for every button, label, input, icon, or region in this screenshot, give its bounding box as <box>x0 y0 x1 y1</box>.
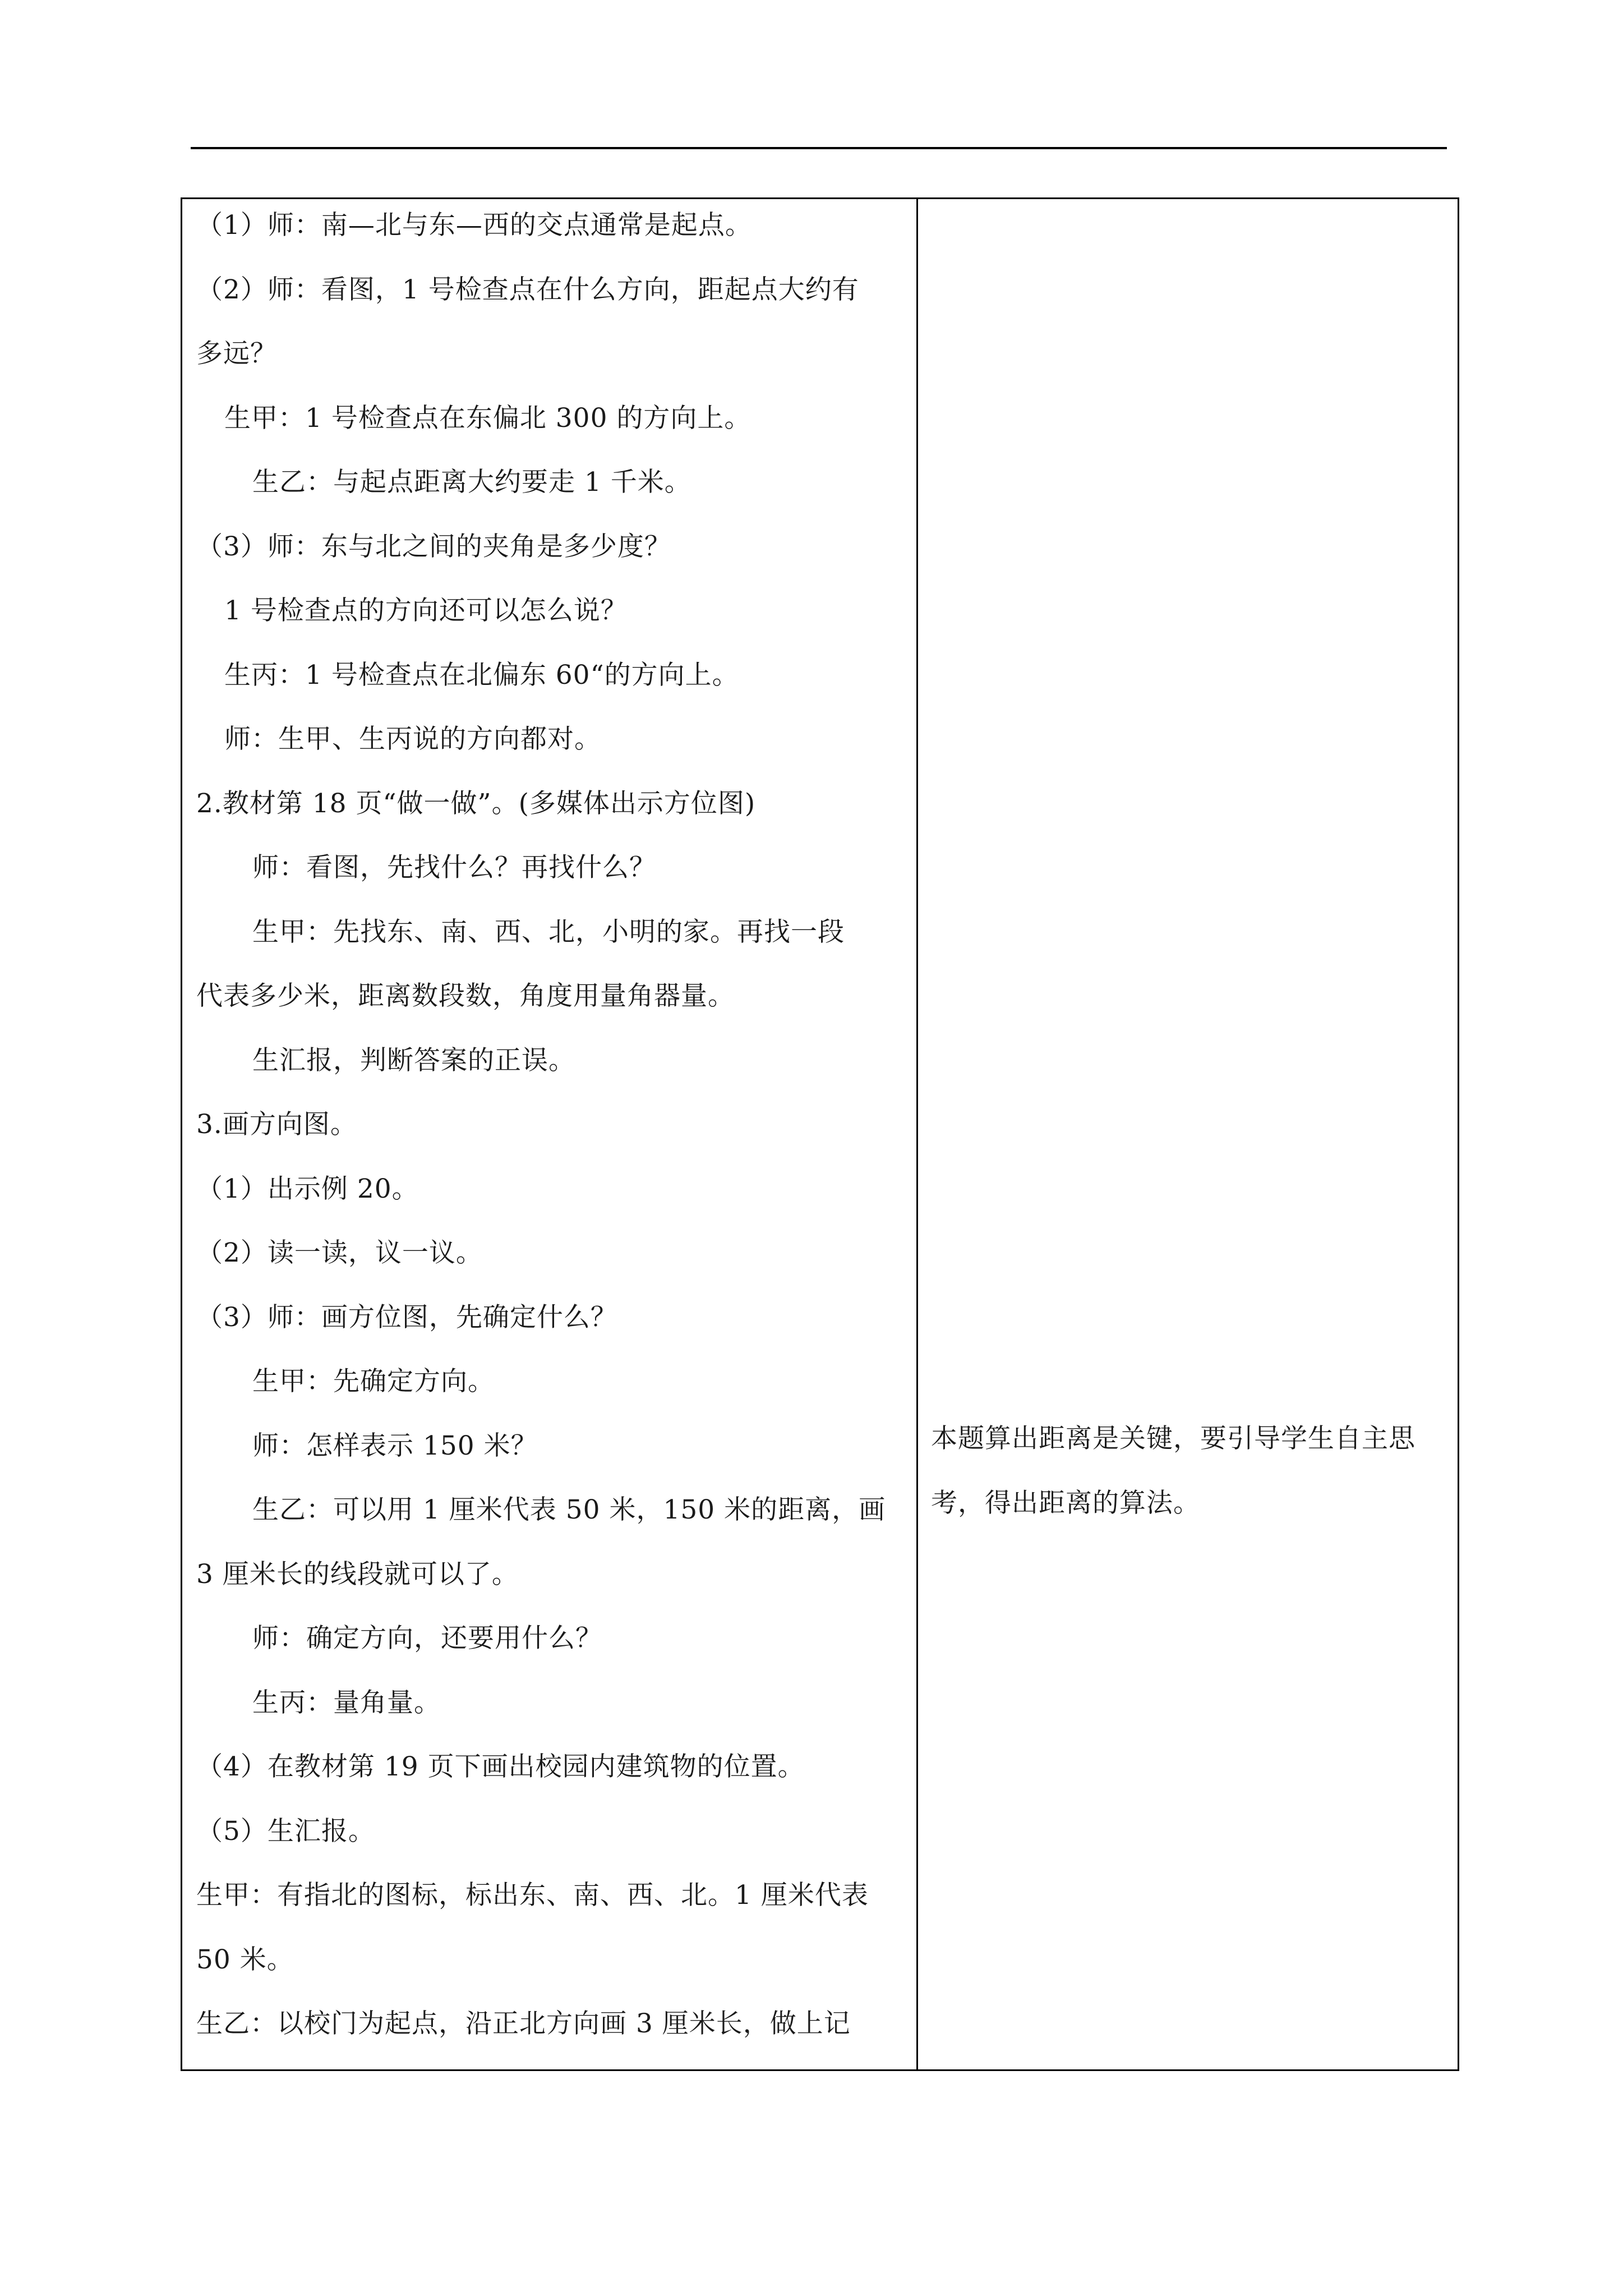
lesson-line: （2）师：看图，1 号检查点在什么方向，距起点大约有 <box>196 274 859 305</box>
lesson-line: 生乙：以校门为起点，沿正北方向画 3 厘米长，做上记 <box>196 2008 851 2039</box>
lesson-line: 50 米。 <box>196 1944 294 1975</box>
lesson-line: 生乙：可以用 1 厘米代表 50 米，150 米的距离，画 <box>252 1494 886 1525</box>
lesson-line: 师：怎样表示 150 米？ <box>252 1430 538 1461</box>
header-rule <box>191 147 1447 149</box>
lesson-line: （3）师：画方位图，先确定什么？ <box>196 1301 617 1333</box>
lesson-line: （1）师：南—北与东—西的交点通常是起点。 <box>196 210 752 241</box>
lesson-line: （4）在教材第 19 页下画出校园内建筑物的位置。 <box>196 1751 805 1782</box>
lesson-line: 师：生甲、生丙说的方向都对。 <box>224 724 601 754</box>
lesson-line: 1 号检查点的方向还可以怎么说？ <box>224 595 628 626</box>
lesson-line: 生甲：1 号检查点在东偏北 300 的方向上。 <box>224 402 751 434</box>
lesson-line: 代表多少米，距离数段数，角度用量角器量。 <box>196 981 735 1011</box>
lesson-line: 生甲：先确定方向。 <box>252 1366 495 1397</box>
lesson-line: （3）师：东与北之间的夹角是多少度？ <box>196 531 671 562</box>
column-divider <box>916 197 918 2071</box>
lesson-line: 师：看图，先找什么？再找什么？ <box>252 852 656 883</box>
lesson-line: 3 厘米长的线段就可以了。 <box>196 1558 519 1590</box>
lesson-line: 生丙：量角量。 <box>252 1687 441 1718</box>
lesson-line: 生丙：1 号检查点在北偏东 60“的方向上。 <box>224 659 739 691</box>
lesson-line: （2）读一读，议一议。 <box>196 1237 483 1268</box>
lesson-line: （5）生汇报。 <box>196 1815 375 1847</box>
lesson-line: 师：确定方向，还要用什么？ <box>252 1623 602 1654</box>
lesson-line: 2.教材第 18 页“做一做”。(多媒体出示方位图) <box>196 788 756 819</box>
lesson-line: 多远？ <box>196 338 277 369</box>
lesson-line: 3.画方向图。 <box>196 1109 357 1140</box>
lesson-line: 生甲：先找东、南、西、北，小明的家。再找一段 <box>252 916 845 947</box>
note-line: 考，得出距离的算法。 <box>931 1487 1200 1519</box>
lesson-line: 生甲：有指北的图标，标出东、南、西、北。1 厘米代表 <box>196 1880 869 1911</box>
lesson-line: 生乙：与起点距离大约要走 1 千米。 <box>252 467 691 498</box>
lesson-line: （1）出示例 20。 <box>196 1173 419 1204</box>
note-line: 本题算出距离是关键，要引导学生自主思 <box>931 1423 1415 1454</box>
lesson-line: 生汇报，判断答案的正误。 <box>252 1045 575 1076</box>
